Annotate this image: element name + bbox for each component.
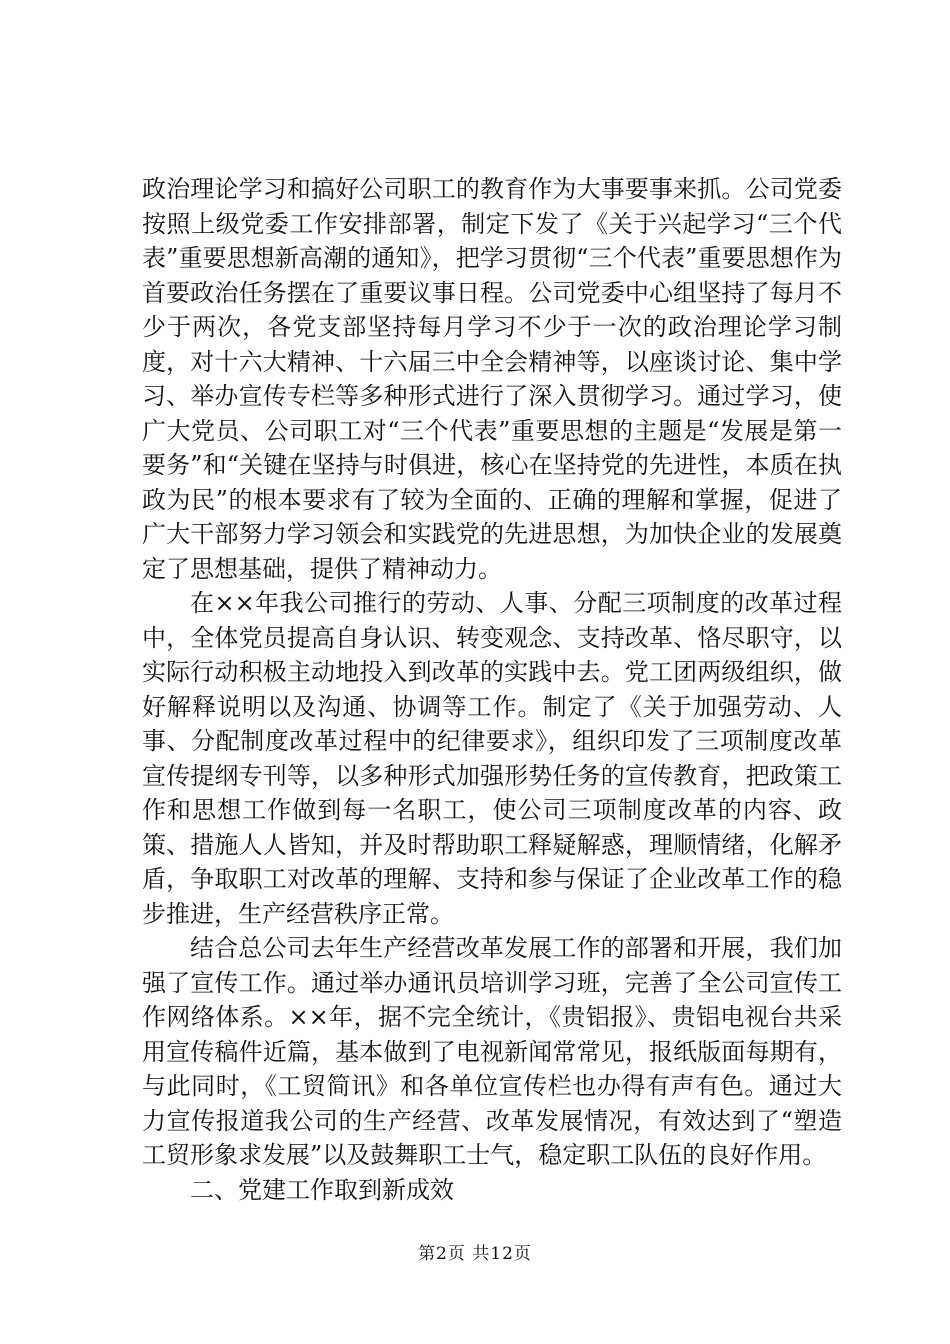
paragraph-1: 政治理论学习和搞好公司职工的教育作为大事要事来抓。公司党委按照上级党委工作安排部署，制定下发了《关于兴起学习“三个代表”重要思想新高潮的通知》，把学习贯彻“三个代表”重要思想作为首要政治任务摆在了重要议事日程。公司党委中心组坚持了每月不少于两次，各党支部坚持每月学习不少于一次的政治理论学习制度，对十六大精神、十六届三中全会精神等，以座谈讨论、集中学习、举办宣传专栏等多种形式进行了深入贯彻学习。通过学习，使广大党员、公司职工对“三个代表”重要思想的主题是“发展是第一要务”和“关键在坚持与时俱进，核心在坚持党的先进性，本质在执政为民”的根本要求有了较为全面的、正确的理解和掌握，促进了广大干部努力学习领会和实践党的先进思想，为加快企业的发展奠定了思想基础，提供了精神动力。 [142,175,842,583]
paragraph-3: 结合总公司去年生产经营改革发展工作的部署和开展，我们加强了宣传工作。通过举办通讯员培训学习班，完善了全公司宣传工作网络体系。××年，据不完全统计，《贵铝报》、贵铝电视台共采用宣传稿件近篇，基本做到了电视新闻常常见，报纸版面每期有，与此同时，《工贸简讯》和各单位宣传栏也办得有声有色。通过大力宣传报道我公司的生产经营、改革发展情况，有效达到了“塑造工贸形象求发展”以及鼓舞职工士气，稳定职工队伍的良好作用。 [142,934,842,1169]
page-number-footer: 第2页 共12页 [418,1244,532,1264]
document-body [142,172,842,1207]
section-heading: 二、党建工作取到新成效 [190,1175,454,1204]
paragraph-2: 在××年我公司推行的劳动、人事、分配三项制度的改革过程中，全体党员提高自身认识、转变观念、支持改革、恪尽职守，以实际行动积极主动地投入到改革的实践中去。党工团两级组织，做好解释说明以及沟通、协调等工作。制定了《关于加强劳动、人事、分配制度改革过程中的纪律要求》，组织印发了三项制度改革宣传提纲专刊等，以多种形式加强形势任务的宣传教育，把政策工作和思想工作做到每一名职工，使公司三项制度改革的内容、政策、措施人人皆知，并及时帮助职工释疑解惑，理顺情绪，化解矛盾，争取职工对改革的理解、支持和参与保证了企业改革工作的稳步推进，生产经营秩序正常。 [142,589,842,928]
